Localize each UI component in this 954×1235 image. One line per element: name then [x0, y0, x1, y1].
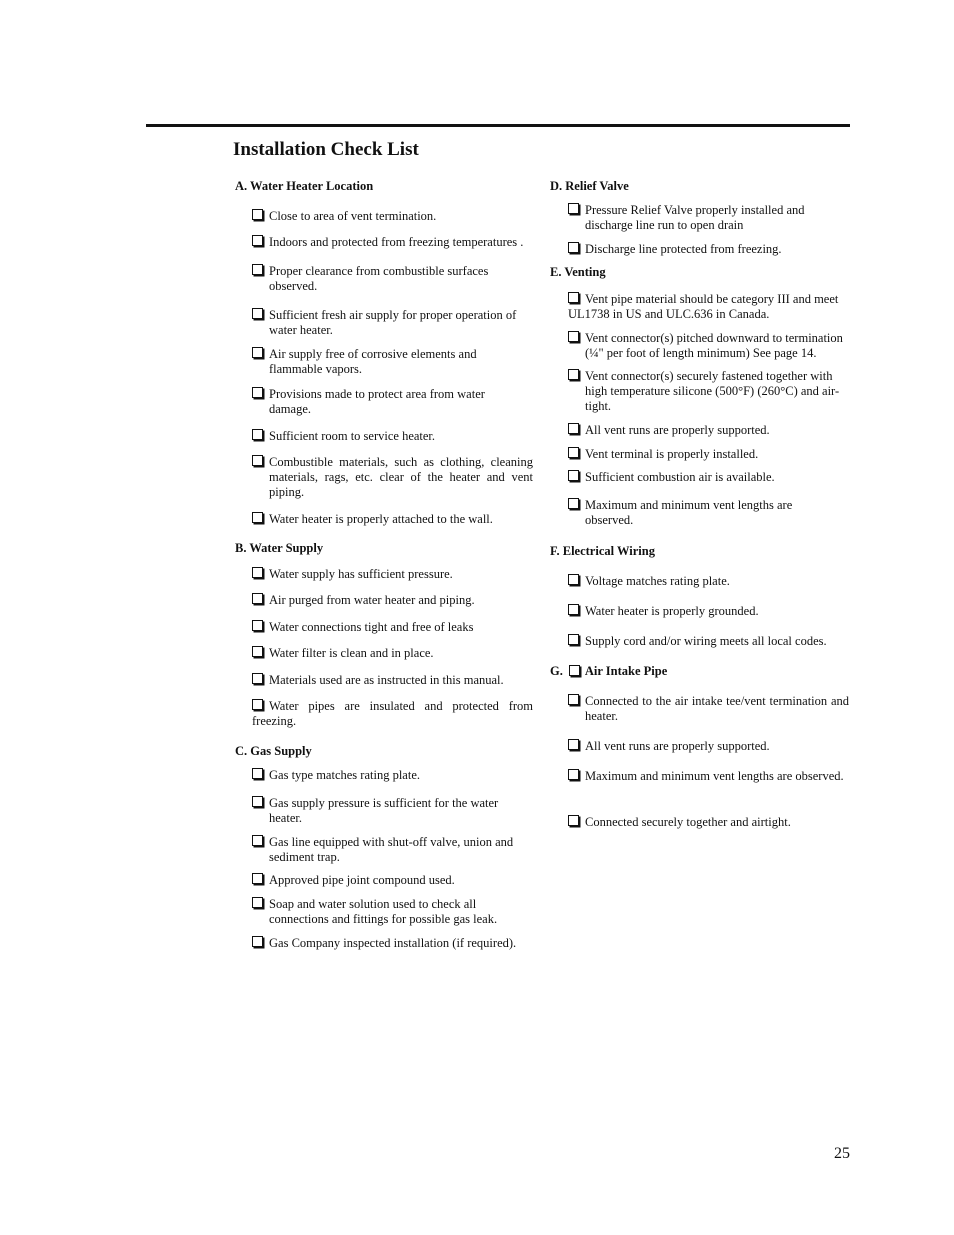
checklist-item[interactable]: Gas supply pressure is sufficient for the water heater. [252, 796, 514, 826]
checklist-item[interactable]: Supply cord and/or wiring meets all local codes. [568, 634, 852, 649]
checkbox-icon[interactable] [568, 694, 579, 705]
checkbox-icon[interactable] [252, 387, 263, 398]
checklist-item[interactable]: Sufficient room to service heater. [252, 429, 532, 444]
checkbox-icon[interactable] [568, 634, 579, 645]
checklist-item[interactable]: Water filter is clean and in place. [252, 646, 532, 661]
checkbox-icon[interactable] [568, 369, 579, 380]
checkbox-icon[interactable] [252, 620, 263, 631]
checkbox-icon[interactable] [252, 235, 263, 246]
checkbox-icon[interactable] [568, 447, 579, 458]
checklist-item[interactable]: Connected securely together and airtight. [568, 815, 848, 830]
checkbox-icon[interactable] [568, 423, 579, 434]
checkbox-icon[interactable] [568, 242, 579, 253]
checklist-item[interactable]: Indoors and protected from freezing temperatures . [252, 235, 537, 250]
checkbox-icon[interactable] [252, 593, 263, 604]
checkbox-icon[interactable] [568, 331, 579, 342]
checklist-item[interactable]: Sufficient combustion air is available. [568, 470, 848, 485]
checklist-item[interactable]: Vent terminal is properly installed. [568, 447, 848, 462]
checkbox-icon[interactable] [568, 292, 579, 303]
checklist-item[interactable]: Maximum and minimum vent lengths are observed. [568, 769, 849, 784]
header-rule [146, 124, 850, 127]
checklist-item[interactable]: Vent connector(s) securely fastened together with high temperature silicone (500°F) (260°C) and air-tight. [568, 369, 854, 414]
checkbox-icon[interactable] [568, 815, 579, 826]
page-title: Installation Check List [233, 139, 419, 160]
checklist-item[interactable]: Water heater is properly attached to the wall. [252, 512, 532, 527]
checklist-item[interactable]: Maximum and minimum vent lengths are observed. [568, 498, 813, 528]
checkbox-icon[interactable] [252, 264, 263, 275]
checkbox-icon[interactable] [568, 498, 579, 509]
checklist-item[interactable]: Water supply has sufficient pressure. [252, 567, 532, 582]
checklist-item[interactable]: Gas line equipped with shut-off valve, union and sediment trap. [252, 835, 532, 865]
checklist-item[interactable]: Pressure Relief Valve properly installed and discharge line run to open drain [568, 203, 830, 233]
checklist-item[interactable]: Soap and water solution used to check all connections and fittings for possible gas leak. [252, 897, 514, 927]
checklist-item[interactable]: Proper clearance from combustible surfaces observed. [252, 264, 512, 294]
checkbox-icon[interactable] [252, 347, 263, 358]
checklist-item[interactable]: Vent connector(s) pitched downward to termination (¼" per foot of length minimum) See page 14. [568, 331, 852, 361]
checkbox-icon[interactable] [568, 574, 579, 585]
section-e-heading: E. Venting [550, 265, 606, 279]
checklist-item[interactable]: Materials used are as instructed in this manual. [252, 673, 532, 688]
checklist-item[interactable]: Gas type matches rating plate. [252, 768, 532, 783]
checklist-item[interactable]: Gas Company inspected installation (if required). [252, 936, 537, 951]
section-d-heading: D. Relief Valve [550, 179, 629, 193]
checklist-item[interactable]: Sufficient fresh air supply for proper operation of water heater. [252, 308, 537, 338]
checklist-item[interactable]: Water pipes are insulated and protected from freezing. [252, 699, 533, 728]
checkbox-icon[interactable] [252, 512, 263, 523]
section-b-heading: B. Water Supply [235, 541, 324, 555]
checkbox-icon[interactable] [568, 470, 579, 481]
checkbox-icon[interactable] [252, 308, 263, 319]
checklist-item[interactable]: All vent runs are properly supported. [568, 739, 848, 754]
checklist-item[interactable]: Approved pipe joint compound used. [252, 873, 532, 888]
checkbox-icon[interactable] [252, 796, 263, 807]
checkbox-icon[interactable] [568, 604, 579, 615]
checklist-item[interactable]: Air purged from water heater and piping. [252, 593, 532, 608]
checklist-item[interactable]: Water connections tight and free of leaks [252, 620, 532, 635]
checklist-item[interactable]: All vent runs are properly supported. [568, 423, 848, 438]
checkbox-icon[interactable] [252, 455, 263, 466]
checkbox-icon[interactable] [252, 835, 263, 846]
checkbox-icon[interactable] [252, 936, 263, 947]
checklist-item[interactable]: Air supply free of corrosive elements and flammable vapors. [252, 347, 502, 377]
checkbox-icon[interactable] [252, 768, 263, 779]
section-a-heading: A. Water Heater Location [235, 179, 374, 193]
checkbox-icon[interactable] [252, 673, 263, 684]
checklist-item[interactable]: Provisions made to protect area from water damage. [252, 387, 512, 417]
page-number: 25 [834, 1145, 850, 1162]
checklist-item[interactable]: Water heater is properly grounded. [568, 604, 848, 619]
checkbox-icon[interactable] [569, 665, 580, 676]
checkbox-icon[interactable] [568, 739, 579, 750]
checkbox-icon[interactable] [568, 203, 579, 214]
checkbox-icon[interactable] [252, 873, 263, 884]
checkbox-icon[interactable] [252, 429, 263, 440]
section-g-heading: G. Air Intake Pipe [550, 664, 668, 678]
checklist-item[interactable]: Combustible materials, such as clothing, cleaning materials, rags, etc. clear of the heater and vent piping. [252, 455, 533, 500]
checkbox-icon[interactable] [252, 699, 263, 710]
checkbox-icon[interactable] [568, 769, 579, 780]
checkbox-icon[interactable] [252, 209, 263, 220]
checklist-item[interactable]: Discharge line protected from freezing. [568, 242, 848, 257]
checklist-item[interactable]: Close to area of vent termination. [252, 209, 532, 224]
checkbox-icon[interactable] [252, 567, 263, 578]
checklist-item[interactable]: Vent pipe material should be category III and meet UL1738 in US and ULC.636 in Canada. [568, 292, 839, 321]
checkbox-icon[interactable] [252, 646, 263, 657]
section-f-heading: F. Electrical Wiring [550, 544, 655, 558]
checklist-item[interactable]: Connected to the air intake tee/vent termination and heater. [568, 694, 849, 724]
checkbox-icon[interactable] [252, 897, 263, 908]
checklist-item[interactable]: Voltage matches rating plate. [568, 574, 848, 589]
section-c-heading: C. Gas Supply [235, 744, 312, 758]
